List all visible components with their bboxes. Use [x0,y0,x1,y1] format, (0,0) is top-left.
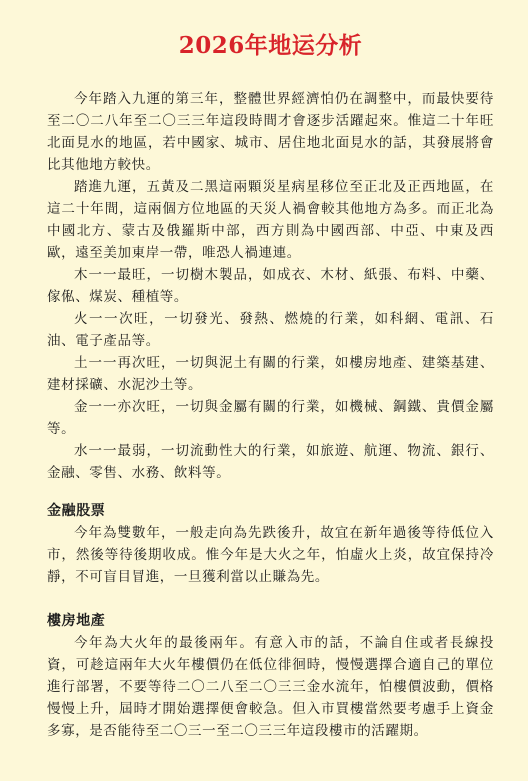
element-wood-paragraph: 木一一最旺，一切樹木製品，如成衣、木材、紙張、布料、中藥、傢俬、煤炭、種植等。 [47,267,494,305]
property-section [47,610,494,742]
finance-section [47,500,494,588]
intro-paragraph: 踏進九運，五黃及二黑這兩顆災星病星移位至正北及正西地區，在這二十年間，這兩個方位地區的天災人禍會較其他地方為多。而正北為中國北方、蒙古及俄羅斯中部，西方則為中國西部、中亞、中東及西歐，遠至美加東岸一帶，唯恐人禍連連。 [47,179,494,261]
finance-paragraph: 今年為雙數年，一般走向為先跌後升，故宜在新年過後等待低位入市，然後等待後期收成。惟今年是大火之年，怕虛火上炎，故宜保持冷靜，不可盲目冒進，一旦獲利當以止賺為先。 [47,525,494,585]
finance-heading: 金融股票 [47,503,106,519]
element-earth-paragraph: 土一一再次旺，一切與泥土有關的行業，如樓房地產、建築基建、建材採礦、水泥沙土等。 [47,355,494,393]
intro-section [47,88,494,484]
element-metal-paragraph: 金一一亦次旺，一切與金屬有關的行業，如機械、鋼鐵、貴價金屬等。 [47,399,494,437]
page-title: 2026年地运分析 [178,32,363,59]
property-heading: 樓房地產 [47,613,106,629]
element-water-paragraph: 水一一最弱，一切流動性大的行業，如旅遊、航運、物流、銀行、金融、零售、水務、飲料等。 [47,443,494,481]
element-fire-paragraph: 火一一次旺，一切發光、發熱、燃燒的行業，如科網、電訊、石油、電子產品等。 [47,311,494,349]
property-paragraph: 今年為大火年的最後兩年。有意入市的話，不論自住或者長線投資，可趁這兩年大火年樓價仍在低位徘徊時，慢慢選擇合適自己的單位進行部署，不要等待二〇二八至二〇三三金水流年，怕樓價波動，價格慢慢上升，屆時才開始選擇便會較急。但入市買樓當然要考慮手上資金多寡，是否能待至二〇三一至二〇三三年這段樓市的活躍期。 [47,635,494,739]
intro-paragraph: 今年踏入九運的第三年，整體世界經濟怕仍在調整中，而最快要待至二〇二八年至二〇三三年這段時間才會逐步活躍起來。惟這二十年旺北面見水的地區，若中國家、城市、居住地北面見水的話，其發展將會比其他地方較快。 [47,91,494,173]
